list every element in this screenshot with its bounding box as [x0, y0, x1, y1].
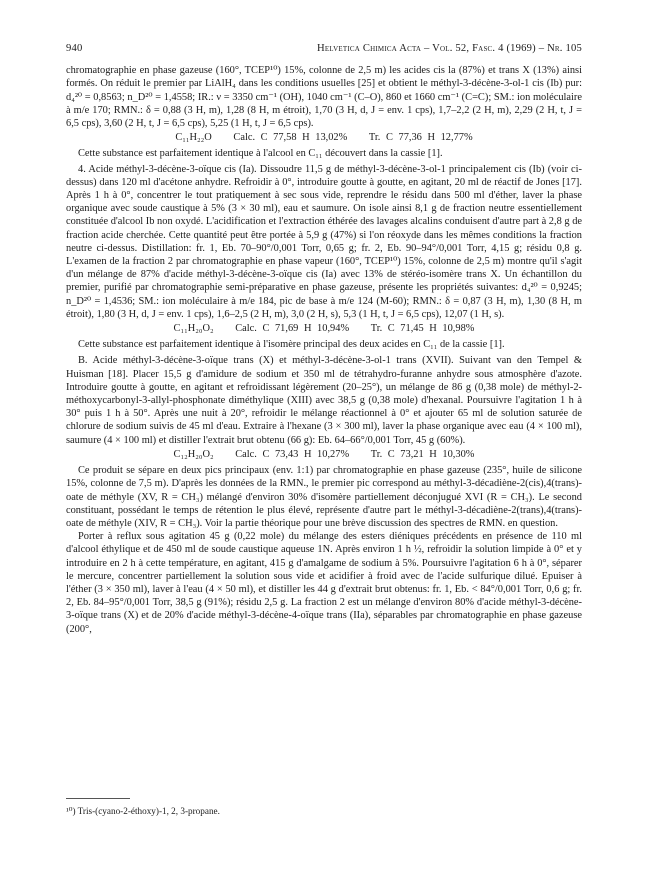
footnote-rule [66, 798, 130, 799]
formula-3-found: Tr. C 73,21 H 10,30% [370, 448, 475, 460]
formula-3-calc: Calc. C 73,43 H 10,27% [235, 448, 350, 460]
page-number: 940 [66, 43, 83, 54]
paragraph-5: B. Acide méthyl-3-décène-3-oïque trans (X) et méthyl-3-décène-3-ol-1 trans (XVII). Suivant van den Tempel & Huisman [18]. Placer 15,5 g d'amidure de sodium et 350 ml de tétrahydro-furanne anhydre sous atmosphère d'azote. Introduire goutte à goutte, en agitant et refroidissant légèrement (20–25°), un mélange de 86 g (0,38 mole) de méthyl-2-méthoxycarbonyl-3-allyl-phosphonate diméthylique (XIII) avec 38,5 g (0,38 mole) d'hexanal. Poursuivre l'agitation 1 h à 30° puis 1 h à 50°. Après une nuit à 20°, refroidir le mélange réactionnel à 0° et ajouter 65 ml de solution saturée de chlorure de sodium suivis de 45 ml d'eau. Extraire à l'hexane (3 × 300 ml), laver la phase organique avec eau (4 × 100 ml), saumure (4 × 100 ml) et distiller l'extrait brut obtenu (66 g): Eb. 64–66°/0,001 Torr, 45 g (60%). [66, 355, 582, 446]
formula-2-found: Tr. C 71,45 H 10,98% [370, 323, 475, 335]
page-header [66, 42, 582, 55]
paragraph-4: Cette substance est parfaitement identique à l'isomère principal des deux acides en C₁₁ de la cassie [1]. [78, 339, 505, 351]
elemental-analysis-3 [66, 448, 582, 461]
elemental-analysis-2 [66, 322, 582, 335]
paragraph-7: Porter à reflux sous agitation 45 g (0,22 mole) du mélange des esters diéniques précédents en présence de 110 ml d'alcool éthylique et de 450 ml de soude caustique aqueuse 1N. Après environ 1 h ½, refroidir la solution limpide à 0° et y introduire en 2 h à cette température, en agitant, 415 g d'amalgame de sodium à 5%. Poursuivre l'agitation 6 h à 0°, séparer le mercure, concentrer partiellement la solution sous vide et acidifier à froid avec de l'acide sulfurique dilué. Epuiser à l'éther (3 × 350 ml), laver à l'eau (4 × 50 ml), et distiller les 44 g d'extrait brut obtenus: fr. 1, Eb. < 84°/0,001 Torr, 0,6 g; fr. 2, Eb. 84–95°/0,001 Torr, 38,5 g (91%); résidu 2,5 g. La fraction 2 est un mélange d'environ 80% d'acide méthyl-3-décène-3-oïque trans (X) et de 20% d'acide méthyl-3-décène-4-oïque trans (IIa), séparables par chromatographie en phase gazeuse (200°, [66, 531, 582, 635]
formula-1: C₁₁H₂₂O [175, 132, 212, 144]
formula-3: C₁₂H₂₀O₂ [173, 448, 214, 460]
footnote-10: ¹⁰) Tris-(cyano-2-éthoxy)-1, 2, 3-propane. [66, 806, 220, 816]
formula-2-calc: Calc. C 71,69 H 10,94% [235, 323, 350, 335]
paragraph-6: Ce produit se sépare en deux pics principaux (env. 1:1) par chromatographie en phase gazeuse (235°, huile de silicone 15%, colonne de 7,5 m). D'après les données de la RMN., le premier pic correspond au méthyl-3-décadiène-2(cis),4(trans)-oate de méthyle (XV, R = CH₃) mélangé d'environ 30% d'isomère partiellement déconjugué XVI (R = CH₃). Le second constituant, possédant le temps de rétention le plus élevé, représente d'autre part le méthyl-3-décadiène-2(trans),4(trans)-oate de méthyle (XIV, R = CH₃). Voir la partie théorique pour une brève discussion des spectres de RMN. en question. [66, 465, 582, 529]
journal-title: Helvetica Chimica Acta – Vol. 52, Fasc. 4 (1969) – Nr. 105 [316, 43, 582, 54]
paragraph-3: 4. Acide méthyl-3-décène-3-oïque cis (Ia). Dissoudre 11,5 g de méthyl-3-décène-3-ol-1 principalement cis (Ib) (voir ci-dessus) dans 120 ml d'acétone anhydre. Refroidir à 0°, introduire goutte à goutte, en agitant, 20 ml de réactif de Jones [17]. Après 1 h à 0°, concentrer le tout pratiquement à sec sous vide, reprendre le résidu dans 500 ml d'éther, laver la phase organique avec soude caustique à 5% (3 × 30 ml), eau et saumure. On isole ainsi 8,1 g de fraction neutre essentiellement constituée d'alcool Ib non oxydé. L'acidification et l'extraction éthérée des lavages alcalins conduisent d'autre part à 2,8 g de fraction acide cherchée. Cette quantité peut être portée à 5,9 g (47%) si l'on réoxyde dans les mêmes conditions la fraction neutre ci-dessus. Distillation: fr. 1, Eb. 70–90°/0,001 Torr, 0,65 g; fr. 2, Eb. 90–94°/0,001 Torr, 4,15 g; résidu 0,8 g. L'examen de la fraction 2 par chromatographie en phase vapeur (160°, TCEP¹⁰) 15%, colonne de 2,5 m) montre qu'il s'agit d'un mélange de 87% d'acide méthyl-3-décène-3-oïque cis (Ia) avec 13% de stéréo-isomère trans X. Un échantillon du premier, purifié par chromatographie semi-préparative en phase gazeuse, présente les propriétés suivantes: d₄²⁰ = 0,9245; n_D²⁰ = 1,4536; SM.: ion moléculaire à m/e 184, pic de base à m/e 124 (M-60); RMN.: δ = 0,87 (3 H, m), 1,30 (8 H, m étroit), 1,80 (3 H, d, J = env. 1 cps), 1,6–2,5 (2 H, m), 3,0 (2 H, s), 5,3 (1 H, t, J = 6,5 cps), 12,07 (1 H, s). [66, 163, 582, 320]
paragraph-1: chromatographie en phase gazeuse (160°, TCEP¹⁰) 15%, colonne de 2,5 m) les acides cis la (87%) et trans X (13%) ainsi formés. On réduit le premier par LiAlH₄ dans les conditions usuelles [25] et obtient le méthyl-3-décène-3-ol-1 cis (Ib) pur: d₄²⁰ = 0,8563; n_D²⁰ = 1,4558; IR.: ν = 3350 cm⁻¹ (OH), 1040 cm⁻¹ (C–O), 860 et 1660 cm⁻¹ (C=C); SM.: ion moléculaire à m/e 170; RMN.: δ = 0,88 (3 H, m), 1,28 (8 H, m étroit), 1,70 (3 H, d, J = env. 1 cps), 1,7–2,2 (2 H, m), 2,29 (2 H, t, J = 6,5 cps), 3,60 (2 H, t, J = 6,5 cps), 5,25 (1 H, t, J = 6,5 cps). [66, 65, 582, 130]
paragraph-2: Cette substance est parfaitement identique à l'alcool en C₁₁ découvert dans la cassie [1]. [78, 148, 443, 160]
formula-2: C₁₁H₂₀O₂ [173, 323, 214, 335]
elemental-analysis-1 [66, 131, 582, 144]
formula-1-calc: Calc. C 77,58 H 13,02% [233, 132, 348, 144]
formula-1-found: Tr. C 77,36 H 12,77% [368, 132, 473, 144]
